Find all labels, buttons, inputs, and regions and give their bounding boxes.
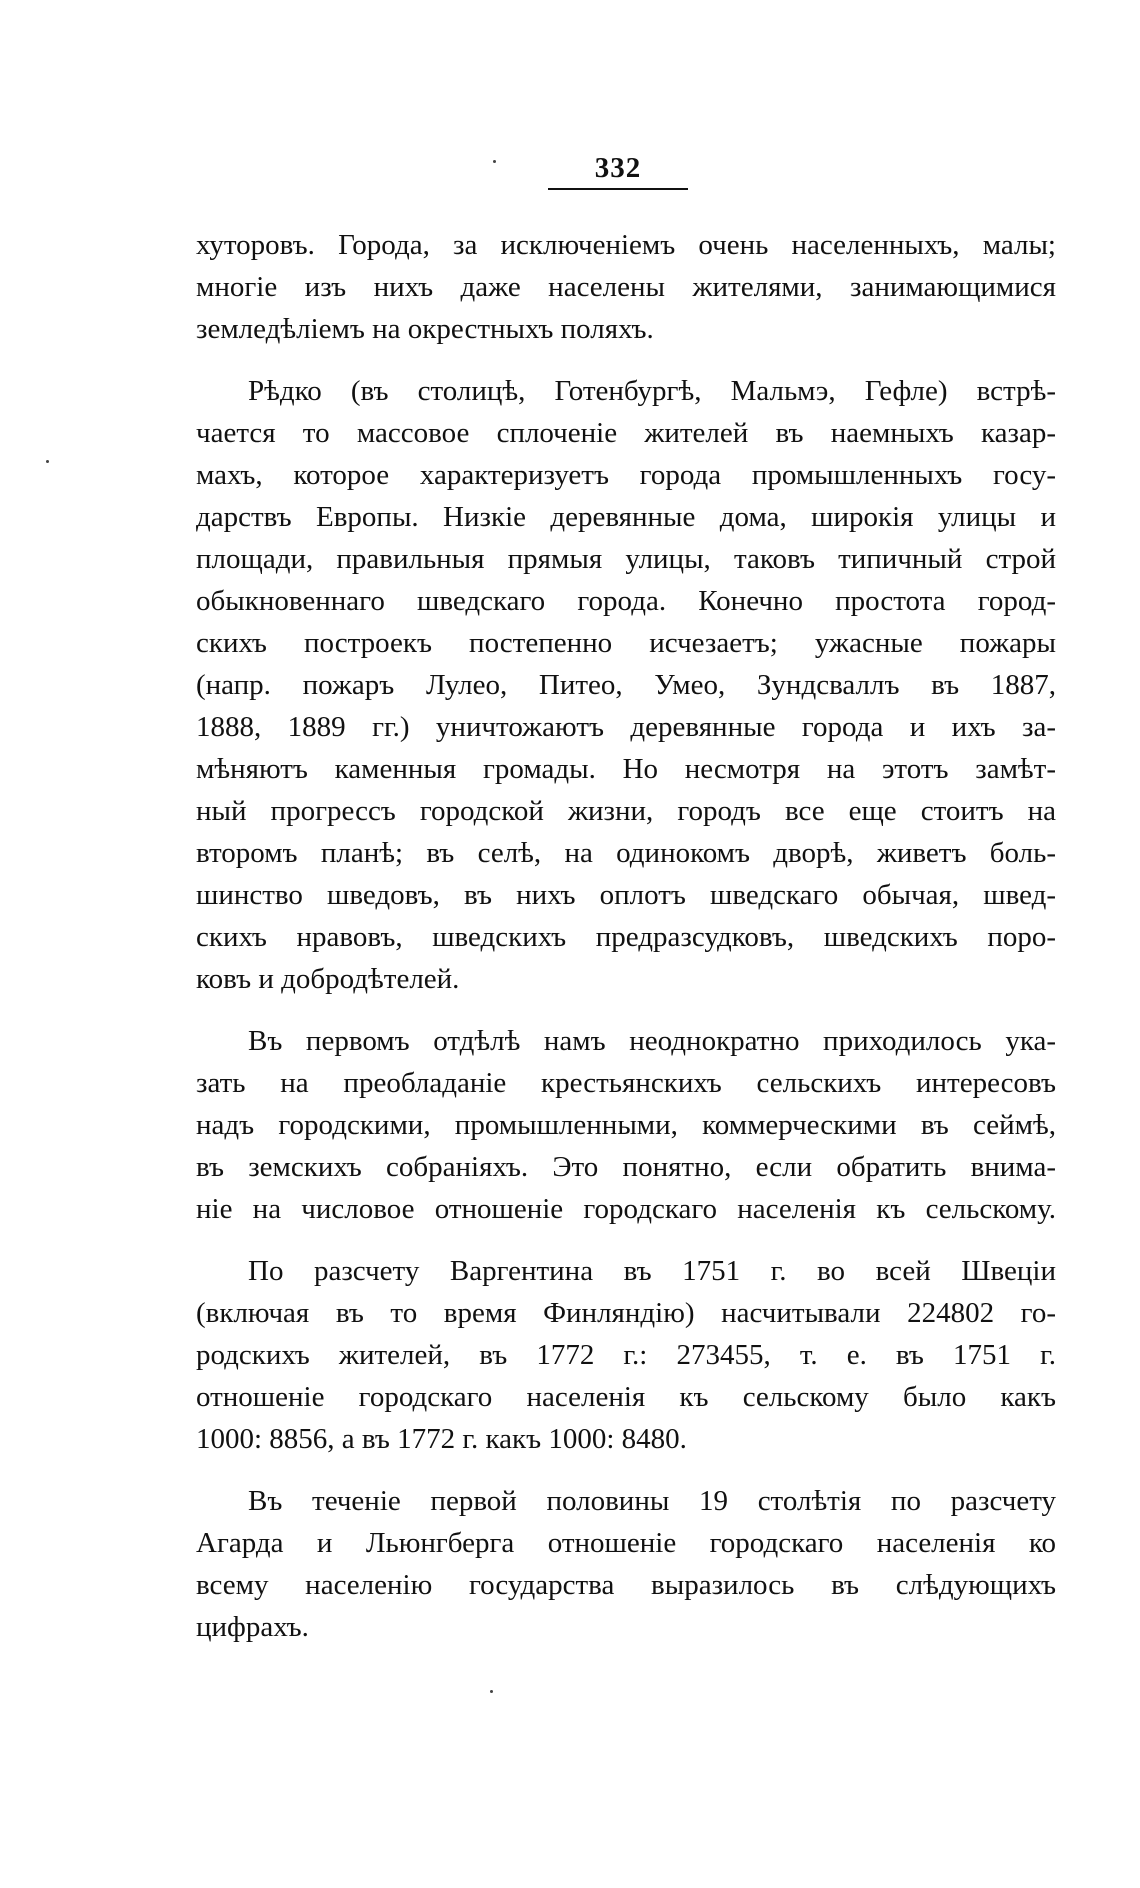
page-number: 332 bbox=[594, 152, 642, 184]
text-line: второмъ планѣ; въ селѣ, на одинокомъ дворѣ, живетъ боль- bbox=[196, 837, 1056, 869]
text-line: въ земскихъ собранiяхъ. Это понятно, если обратить внима- bbox=[196, 1151, 1056, 1183]
text-line: надъ городскими, промышленными, коммерческими въ сеймѣ, bbox=[196, 1109, 1056, 1141]
text-line: дарствъ Европы. Низкiе деревянные дома, широкiя улицы и bbox=[196, 501, 1056, 533]
text-line: шинство шведовъ, въ нихъ оплотъ шведскаго обычая, швед- bbox=[196, 879, 1056, 911]
text-line: зать на преобладанiе крестьянскихъ сельскихъ интересовъ bbox=[196, 1067, 1056, 1099]
text-line: скихъ построекъ постепенно исчезаетъ; ужасные пожары bbox=[196, 627, 1056, 659]
text-line: (включая въ то время Финляндiю) насчитывали 224802 го- bbox=[196, 1297, 1056, 1329]
text-line: 1888, 1889 гг.) уничтожаютъ деревянные города и ихъ за- bbox=[196, 711, 1056, 743]
text-line: цифрахъ. bbox=[196, 1611, 309, 1643]
text-line: Въ теченiе первой половины 19 столѣтiя по разсчету bbox=[248, 1485, 1056, 1517]
text-line: Агарда и Льюнгберга отношенiе городскаго населенiя ко bbox=[196, 1527, 1056, 1559]
print-speck bbox=[490, 1690, 493, 1693]
text-line: нiе на числовое отношенiе городскаго населенiя къ сельскому. bbox=[196, 1193, 1056, 1225]
text-line: ковъ и добродѣтелей. bbox=[196, 963, 460, 995]
text-line: Рѣдко (въ столицѣ, Готенбургѣ, Мальмэ, Гефле) встрѣ- bbox=[248, 375, 1056, 407]
text-line: отношенiе городскаго населенiя къ сельскому было какъ bbox=[196, 1381, 1056, 1413]
text-line: (напр. пожаръ Лулео, Питео, Умео, Зундсваллъ въ 1887, bbox=[196, 669, 1056, 701]
text-line: Въ первомъ отдѣлѣ намъ неоднократно приходилось ука- bbox=[248, 1025, 1056, 1057]
print-speck bbox=[493, 160, 496, 163]
paragraph-4 bbox=[196, 1250, 1056, 1460]
paragraph-1 bbox=[196, 224, 1056, 350]
page-number-rule bbox=[548, 188, 688, 190]
text-line: хуторовъ. Города, за исключенiемъ очень населенныхъ, малы; bbox=[196, 229, 1056, 261]
text-line: мѣняютъ каменныя громады. Но несмотря на этотъ замѣт- bbox=[196, 753, 1056, 785]
paragraph-2 bbox=[196, 370, 1056, 1000]
text-line: 1000: 8856, а въ 1772 г. какъ 1000: 8480. bbox=[196, 1423, 687, 1455]
text-line: махъ, которое характеризуетъ города промышленныхъ госу- bbox=[196, 459, 1056, 491]
text-line: земледѣлiемъ на окрестныхъ поляхъ. bbox=[196, 313, 654, 345]
text-line: родскихъ жителей, въ 1772 г.: 273455, т. е. въ 1751 г. bbox=[196, 1339, 1056, 1371]
text-line: многiе изъ нихъ даже населены жителями, занимающимися bbox=[196, 271, 1056, 303]
paragraph-5 bbox=[196, 1480, 1056, 1648]
text-line: всему населенiю государства выразилось въ слѣдующихъ bbox=[196, 1569, 1056, 1601]
text-line: площади, правильныя прямыя улицы, таковъ типичный строй bbox=[196, 543, 1056, 575]
text-line: скихъ нравовъ, шведскихъ предразсудковъ, шведскихъ поро- bbox=[196, 921, 1056, 953]
print-speck bbox=[46, 460, 49, 463]
text-line: чается то массовое сплоченiе жителей въ наемныхъ казар- bbox=[196, 417, 1056, 449]
body-text bbox=[196, 224, 1056, 1648]
text-line: обыкновеннаго шведскаго города. Конечно простота город- bbox=[196, 585, 1056, 617]
paragraph-3 bbox=[196, 1020, 1056, 1230]
text-line: ный прогрессъ городской жизни, городъ все еще стоитъ на bbox=[196, 795, 1056, 827]
text-line: По разсчету Варгентина въ 1751 г. во всей Швецiи bbox=[248, 1255, 1056, 1287]
